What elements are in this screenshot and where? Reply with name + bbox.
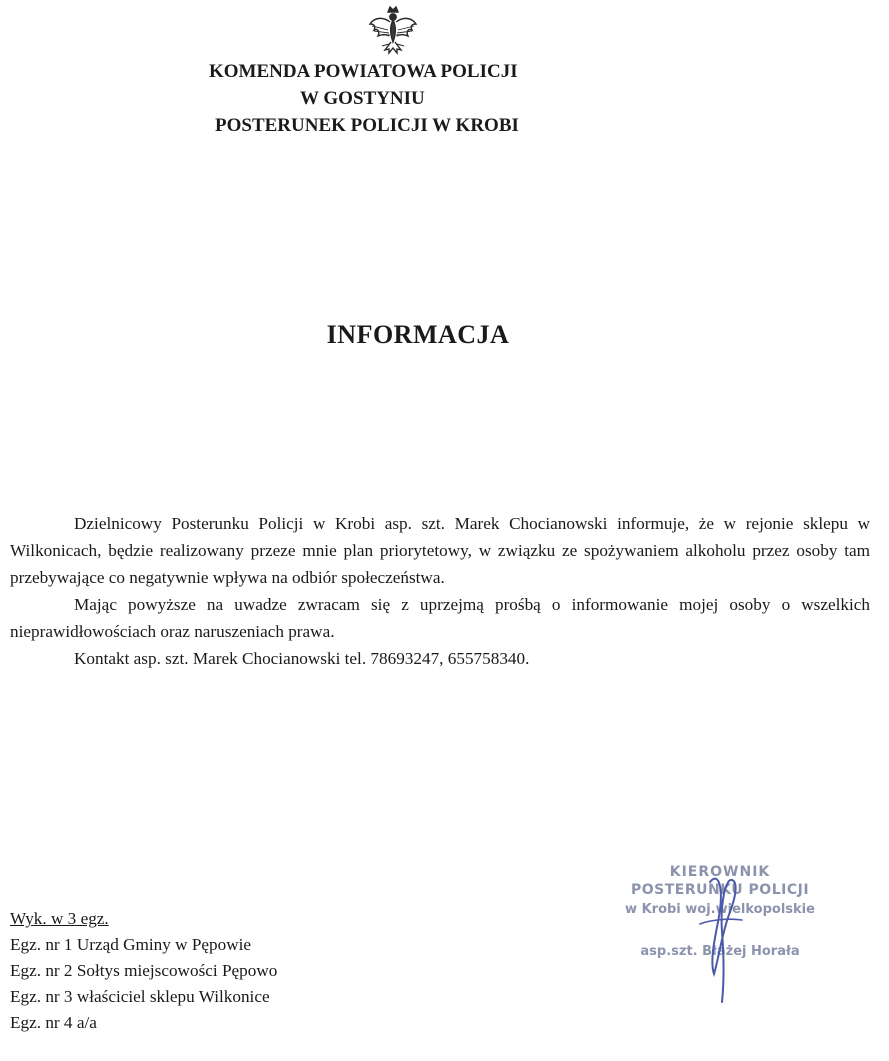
distribution-item: Egz. nr 2 Sołtys miejscowości Pępowo bbox=[10, 961, 278, 980]
body-paragraph-2: Mając powyższe na uwadze zwracam się z uprzejmą prośbą o informowanie mojej osoby o wszelkich nieprawidłowościach oraz naruszeniach prawa. bbox=[10, 595, 870, 641]
body-paragraph-1: Dzielnicowy Posterunku Policji w Krobi asp. szt. Marek Chocianowski informuje, że w rejonie sklepu w Wilkonicach, będzie realizowany przeze mnie plan priorytetowy, w związku ze spożywaniem alkoholu przez osoby tam przebywające co negatywnie wpływa na odbiór społeczeństwa. bbox=[10, 514, 870, 587]
distribution-item: Egz. nr 4 a/a bbox=[10, 1013, 97, 1032]
stamp-line-3: w Krobi woj.wielkopolskie bbox=[625, 902, 815, 917]
stamp-line-2: POSTERUNKU POLICJI bbox=[630, 882, 810, 898]
distribution-heading: Wyk. w 3 egz. bbox=[10, 909, 109, 928]
distribution-item: Egz. nr 3 właściciel sklepu Wilkonice bbox=[10, 987, 270, 1006]
document-body bbox=[10, 510, 870, 672]
body-paragraph-3: Kontakt asp. szt. Marek Chocianowski tel. 78693247, 655758340. bbox=[74, 649, 530, 668]
polish-eagle-emblem-icon bbox=[366, 4, 420, 58]
stamp-line-4: asp.szt. Błażej Horała bbox=[640, 944, 800, 959]
document-title: INFORMACJA bbox=[326, 320, 510, 349]
header-line-1: KOMENDA POWIATOWA POLICJI bbox=[209, 61, 518, 82]
header-line-2: W GOSTYNIU bbox=[300, 88, 425, 109]
distribution-item: Egz. nr 1 Urząd Gminy w Pępowie bbox=[10, 935, 252, 954]
stamp-line-1: KIEROWNIK bbox=[669, 864, 771, 880]
header-line-3: POSTERUNEK POLICJI W KROBI bbox=[215, 115, 519, 136]
distribution-list bbox=[10, 906, 277, 1036]
handwritten-signature-icon bbox=[680, 862, 760, 1007]
